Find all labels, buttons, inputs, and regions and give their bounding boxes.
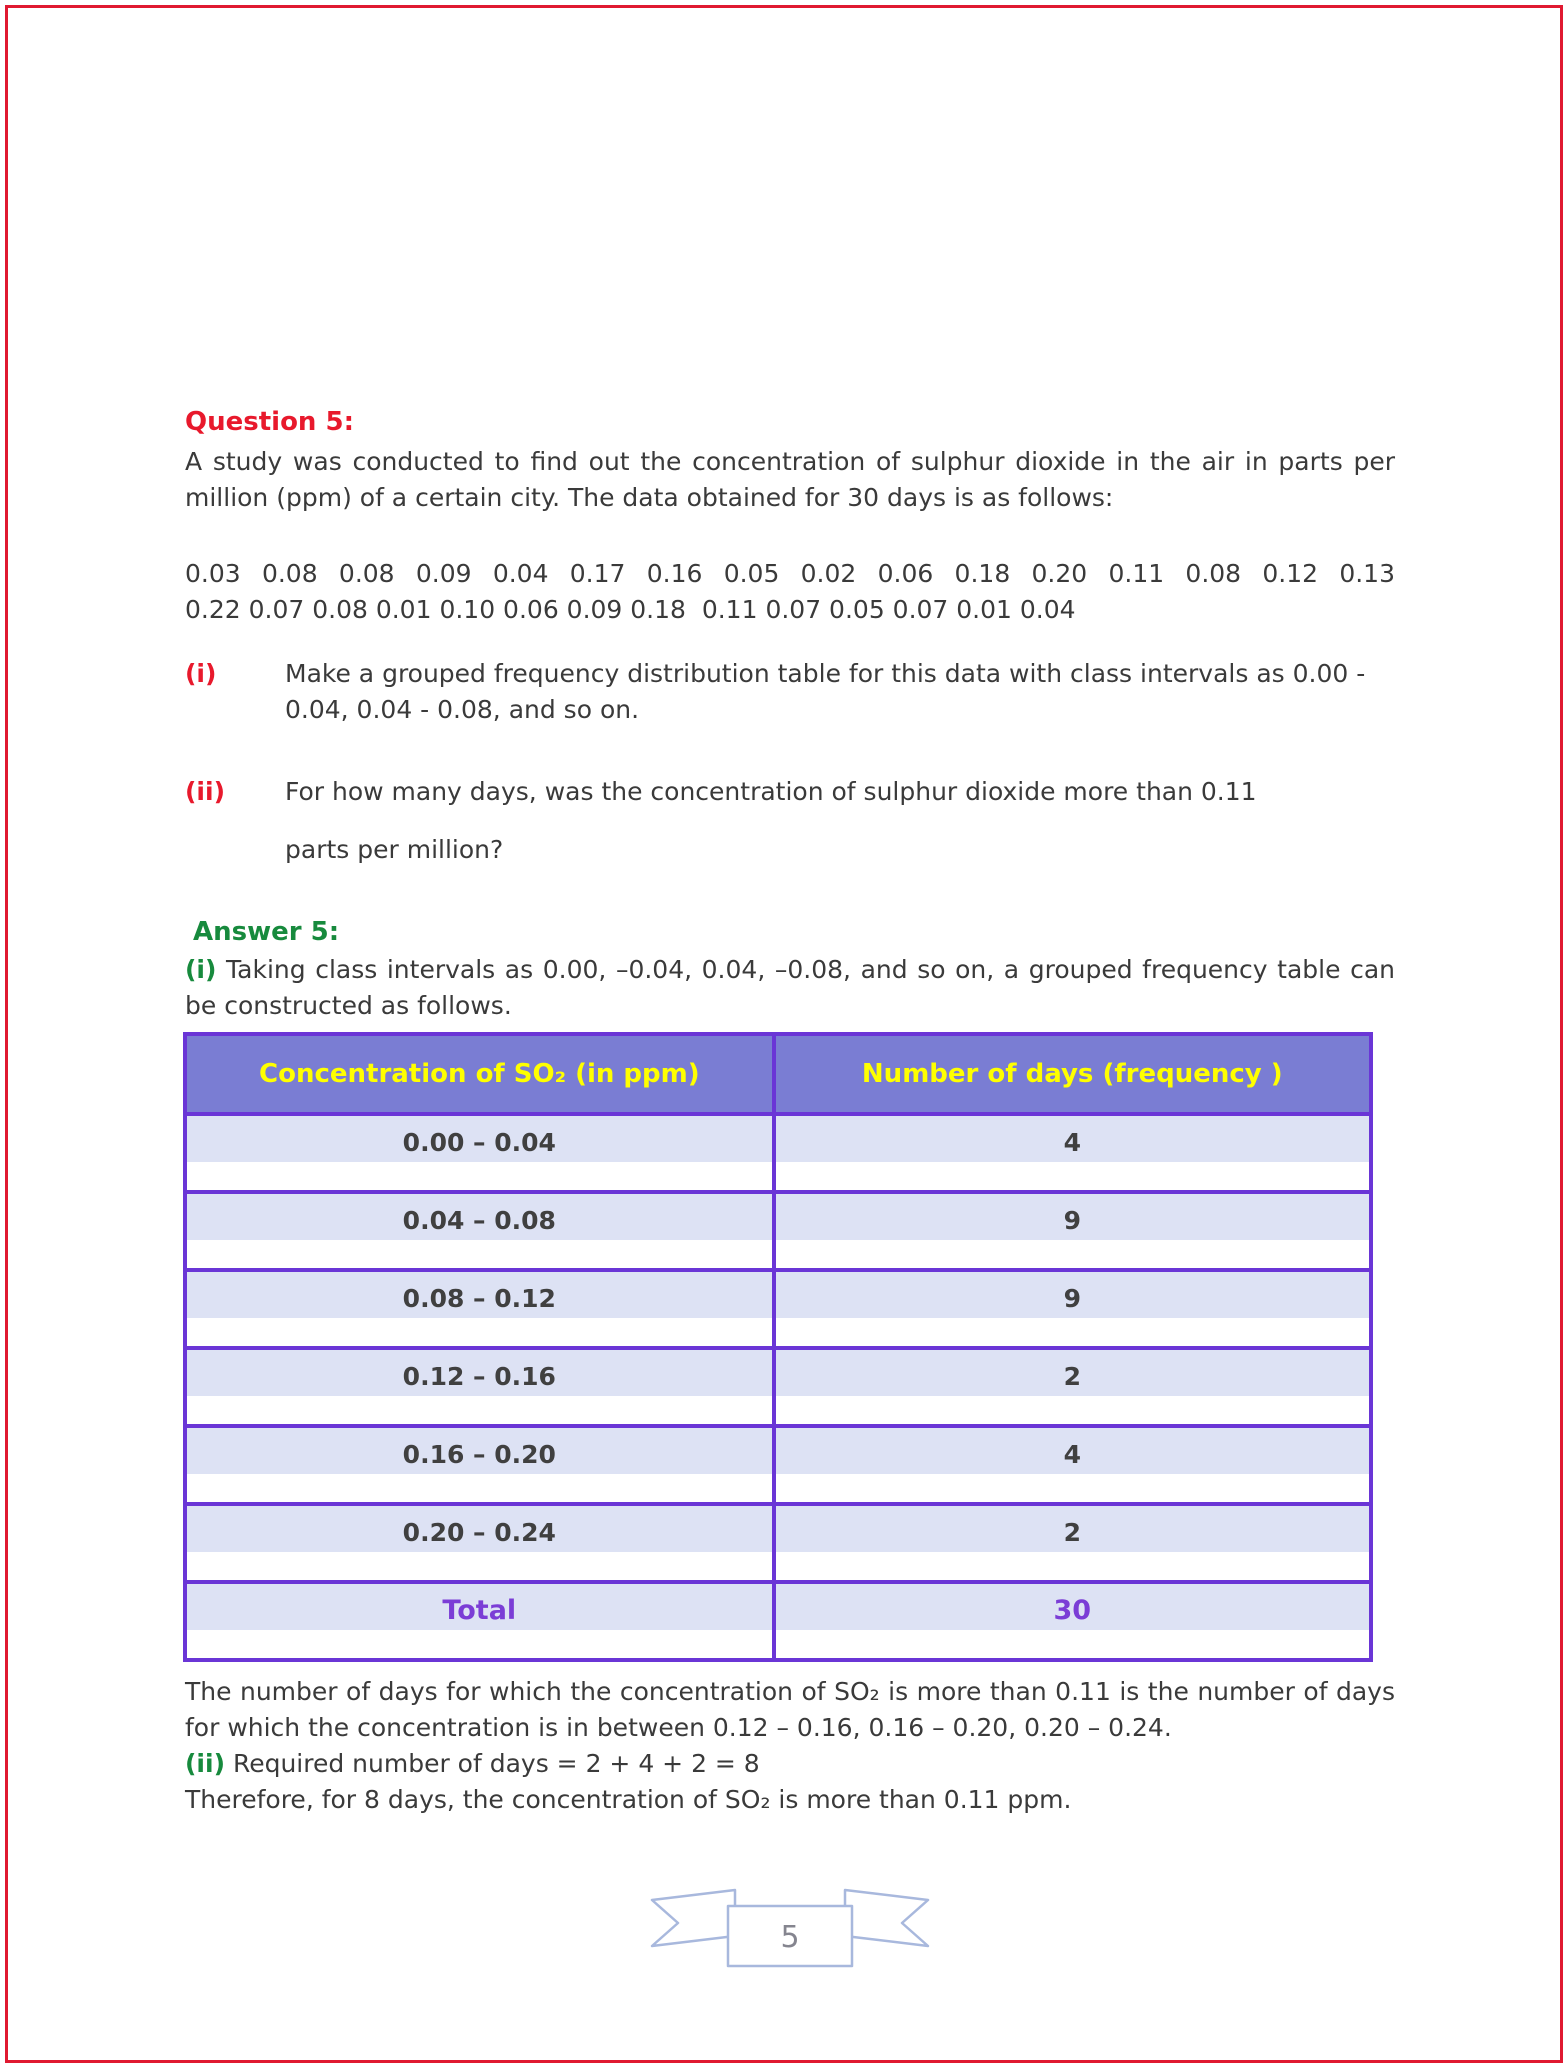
ribbon-left-wing (652, 1890, 735, 1946)
answer-part-ii (185, 1746, 1395, 1782)
interval-cell: 0.08 – 0.12 (187, 1272, 776, 1346)
days-cell: 9 (776, 1272, 1369, 1346)
days-cell: 2 (776, 1350, 1369, 1424)
question-part-i (185, 656, 1395, 728)
data-values-line-2: 0.22 0.07 0.08 0.01 0.10 0.06 0.09 0.18 0.11 0.07 0.05 0.07 0.01 0.04 (185, 595, 1076, 624)
table-row (187, 1190, 1369, 1268)
days-cell: 2 (776, 1506, 1369, 1580)
answer-part-i (185, 952, 1395, 1024)
answer-part-ii-text: Required number of days = 2 + 4 + 2 = 8 (225, 1749, 760, 1778)
table-header-row (187, 1036, 1369, 1112)
data-values-line-1: 0.03 0.08 0.08 0.09 0.04 0.17 0.16 0.05 0.02 0.06 0.18 0.20 0.11 0.08 0.12 0.13 (185, 559, 1395, 588)
part-i-text: Make a grouped frequency distribution table for this data with class intervals as 0.00 - 0.04, 0.04 - 0.08, and so on. (285, 659, 1366, 724)
table-row (187, 1268, 1369, 1346)
question-intro: A study was conducted to find out the concentration of sulphur dioxide in the air in parts per million (ppm) of a certain city. The data obtained for 30 days is as follows: (185, 447, 1395, 512)
days-cell: 4 (776, 1428, 1369, 1502)
frequency-table (183, 1032, 1373, 1662)
document-content (185, 404, 1395, 1972)
table-row (187, 1346, 1369, 1424)
part-ii-text-line-1: For how many days, was the concentration of sulphur dioxide more than 0.11 (285, 777, 1257, 806)
total-value-cell: 30 (776, 1584, 1369, 1658)
interval-cell: 0.16 – 0.20 (187, 1428, 776, 1502)
table-header-concentration: Concentration of SO₂ (in ppm) (187, 1036, 776, 1112)
table-total-row (187, 1580, 1369, 1658)
answer-part-ii-marker: (ii) (185, 1749, 225, 1778)
days-cell: 9 (776, 1194, 1369, 1268)
answer-part-i-text: Taking class intervals as 0.00, –0.04, 0.04, –0.08, and so on, a grouped frequency table can be constructed as follows. (185, 955, 1395, 1020)
table-header-days: Number of days (frequency ) (861, 1059, 1283, 1089)
table-row (187, 1424, 1369, 1502)
part-i-marker: (i) (185, 659, 217, 688)
question-part-ii (185, 774, 1395, 868)
interval-cell: 0.04 – 0.08 (187, 1194, 776, 1268)
conclusion-paragraph: The number of days for which the concentration of SO₂ is more than 0.11 is the number of days for which the concentration is in between 0.12 – 0.16, 0.16 – 0.20, 0.20 – 0.24. (185, 1677, 1395, 1742)
page-number-ribbon (640, 1882, 940, 1972)
answer-part-i-marker: (i) (185, 955, 217, 984)
page-number: 5 (780, 1920, 800, 1955)
data-values (185, 556, 1395, 628)
table-row (187, 1502, 1369, 1580)
part-ii-text (285, 774, 1395, 868)
interval-cell: 0.00 – 0.04 (187, 1116, 776, 1190)
part-ii-marker: (ii) (185, 777, 225, 806)
question-heading: Question 5: (185, 407, 354, 437)
interval-cell: 0.12 – 0.16 (187, 1350, 776, 1424)
ribbon-graphic (640, 1882, 940, 1972)
total-label-cell: Total (187, 1584, 776, 1658)
answer-heading: Answer 5: (193, 917, 340, 947)
answer-therefore: Therefore, for 8 days, the concentration of SO₂ is more than 0.11 ppm. (185, 1785, 1072, 1814)
interval-cell: 0.20 – 0.24 (187, 1506, 776, 1580)
table-row (187, 1112, 1369, 1190)
part-ii-text-line-2: parts per million? (285, 835, 504, 864)
ribbon-right-wing (845, 1890, 928, 1946)
days-cell: 4 (776, 1116, 1369, 1190)
